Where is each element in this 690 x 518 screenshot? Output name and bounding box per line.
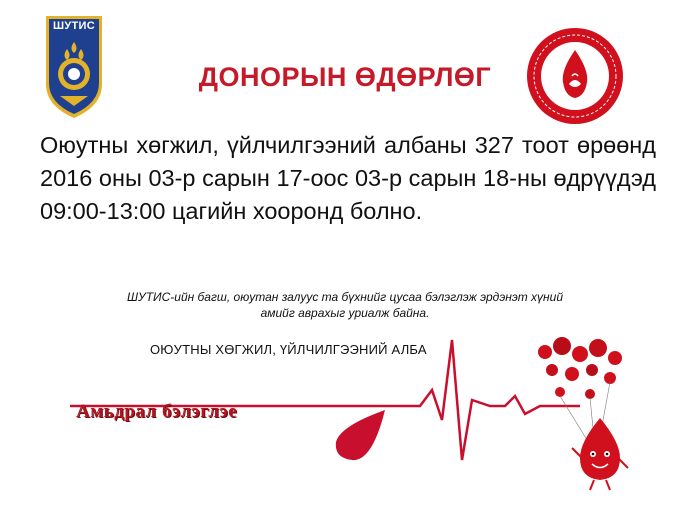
appeal-line-2: амийг аврахыг уриалж байна. — [260, 306, 430, 320]
appeal-text — [60, 289, 630, 321]
slogan: Амьдрал бэлэглэе — [76, 401, 238, 422]
blood-drop-seal-icon — [525, 26, 625, 126]
shield-logo-text: ШУТИС — [53, 20, 95, 32]
page-title: ДОНОРЫН ӨДӨРЛӨГ — [198, 62, 492, 92]
blood-drop-icon — [336, 410, 385, 460]
appeal-line-1: ШУТИС-ийн багш, оюутан залуус та бүхнийг цусаа бэлэглэж эрдэнэт хүний — [126, 290, 564, 304]
blood-center-seal-logo — [525, 26, 625, 126]
ecg-line — [70, 340, 580, 460]
heartbeat-illustration — [0, 330, 690, 518]
office-name: ОЮУТНЫ ХӨГЖИЛ, ҮЙЛЧИЛГЭЭНИЙ АЛБА — [150, 342, 427, 357]
event-details-text: Оюутны хөгжил, үйлчилгээний албаны 327 тоот өрөөнд 2016 оны 03-р сарын 17-оос 03-р сарын 18-ны өдрүүдэд 09:00-13:00 цагийн хооронд болно. — [40, 132, 656, 224]
